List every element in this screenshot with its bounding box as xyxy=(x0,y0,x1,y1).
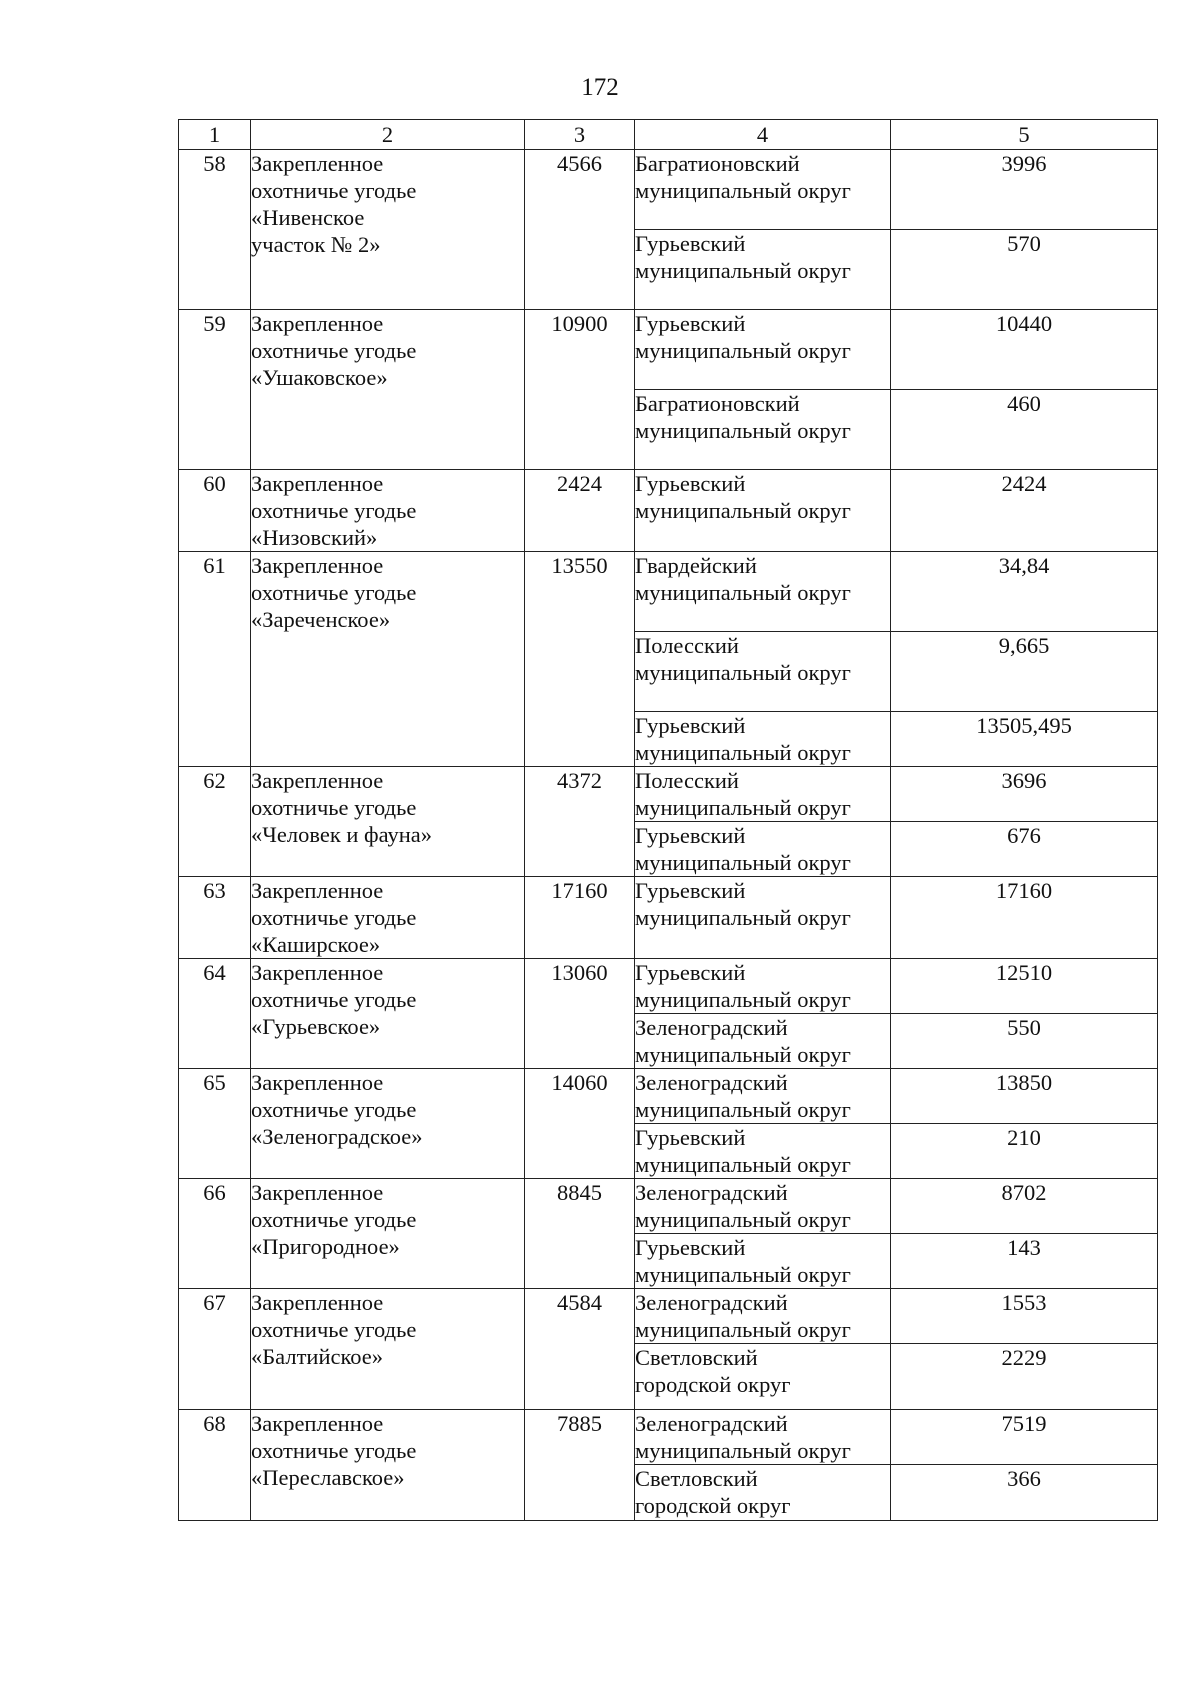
district-line: Гурьевский xyxy=(635,960,746,985)
district-line: городской округ xyxy=(635,1493,791,1518)
district-name xyxy=(635,1179,891,1234)
district-name xyxy=(635,1344,891,1410)
district-line: муниципальный округ xyxy=(635,1152,851,1177)
row-number: 64 xyxy=(179,959,251,1069)
name-line: Закрепленное xyxy=(251,151,384,176)
row-number: 62 xyxy=(179,767,251,877)
hunting-ground-name xyxy=(251,1179,525,1289)
district-name xyxy=(635,390,891,470)
name-line: Закрепленное xyxy=(251,471,384,496)
name-line: «Нивенское xyxy=(251,205,365,230)
district-line: Зеленоградский xyxy=(635,1070,788,1095)
row-number: 66 xyxy=(179,1179,251,1289)
name-line: Закрепленное xyxy=(251,311,384,336)
table-row xyxy=(179,1410,1158,1465)
name-line: охотничье угодье xyxy=(251,1317,417,1342)
district-line: городской округ xyxy=(635,1372,791,1397)
district-name xyxy=(635,632,891,712)
district-area: 676 xyxy=(891,822,1158,877)
district-line: Багратионовский xyxy=(635,391,800,416)
hunting-ground-name xyxy=(251,310,525,470)
district-line: Гурьевский xyxy=(635,878,746,903)
name-line: Закрепленное xyxy=(251,768,384,793)
district-name xyxy=(635,1234,891,1289)
name-line: охотничье угодье xyxy=(251,580,417,605)
row-number: 65 xyxy=(179,1069,251,1179)
district-name xyxy=(635,310,891,390)
district-area: 1553 xyxy=(891,1289,1158,1344)
district-line: муниципальный округ xyxy=(635,1262,851,1287)
table-row xyxy=(179,310,1158,390)
district-name xyxy=(635,1465,891,1521)
total-area: 13550 xyxy=(525,552,635,767)
district-name xyxy=(635,470,891,552)
district-line: Зеленоградский xyxy=(635,1411,788,1436)
hunting-ground-name xyxy=(251,470,525,552)
district-area: 17160 xyxy=(891,877,1158,959)
district-line: Гурьевский xyxy=(635,823,746,848)
district-line: Светловский xyxy=(635,1345,758,1370)
district-area: 9,665 xyxy=(891,632,1158,712)
district-line: Зеленоградский xyxy=(635,1015,788,1040)
hunting-ground-name xyxy=(251,1069,525,1179)
name-line: участок № 2» xyxy=(251,232,381,257)
district-name xyxy=(635,877,891,959)
hunting-ground-name xyxy=(251,767,525,877)
name-line: охотничье угодье xyxy=(251,498,417,523)
district-area: 210 xyxy=(891,1124,1158,1179)
district-line: муниципальный округ xyxy=(635,1042,851,1067)
district-line: Гурьевский xyxy=(635,1235,746,1260)
column-header: 2 xyxy=(251,120,525,150)
district-name xyxy=(635,1289,891,1344)
district-area: 143 xyxy=(891,1234,1158,1289)
district-line: Зеленоградский xyxy=(635,1290,788,1315)
name-line: Закрепленное xyxy=(251,960,384,985)
name-line: охотничье угодье xyxy=(251,1097,417,1122)
district-line: Гурьевский xyxy=(635,1125,746,1150)
district-line: Гурьевский xyxy=(635,231,746,256)
name-line: охотничье угодье xyxy=(251,1438,417,1463)
name-line: охотничье угодье xyxy=(251,338,417,363)
district-line: муниципальный округ xyxy=(635,740,851,765)
district-area: 460 xyxy=(891,390,1158,470)
district-line: муниципальный округ xyxy=(635,850,851,875)
district-name xyxy=(635,712,891,767)
name-line: охотничье угодье xyxy=(251,905,417,930)
name-line: «Гурьевское» xyxy=(251,1014,381,1039)
row-number: 58 xyxy=(179,150,251,310)
district-area: 550 xyxy=(891,1014,1158,1069)
name-line: Закрепленное xyxy=(251,553,384,578)
district-line: муниципальный округ xyxy=(635,660,851,685)
district-name xyxy=(635,1410,891,1465)
row-number: 67 xyxy=(179,1289,251,1410)
row-number: 61 xyxy=(179,552,251,767)
district-line: Полесский xyxy=(635,768,739,793)
row-number: 68 xyxy=(179,1410,251,1521)
district-area: 12510 xyxy=(891,959,1158,1014)
name-line: Закрепленное xyxy=(251,878,384,903)
table-row xyxy=(179,1289,1158,1344)
district-area: 366 xyxy=(891,1465,1158,1521)
district-line: муниципальный округ xyxy=(635,1207,851,1232)
table-row xyxy=(179,877,1158,959)
total-area: 10900 xyxy=(525,310,635,470)
column-header: 4 xyxy=(635,120,891,150)
table-body xyxy=(179,150,1158,1521)
table-row xyxy=(179,150,1158,230)
district-line: муниципальный округ xyxy=(635,1317,851,1342)
name-line: «Ушаковское» xyxy=(251,365,388,390)
hunting-ground-name xyxy=(251,959,525,1069)
district-area: 13505,495 xyxy=(891,712,1158,767)
table-row xyxy=(179,1179,1158,1234)
district-name xyxy=(635,230,891,310)
total-area: 14060 xyxy=(525,1069,635,1179)
district-line: Багратионовский xyxy=(635,151,800,176)
name-line: Закрепленное xyxy=(251,1290,384,1315)
name-line: Закрепленное xyxy=(251,1070,384,1095)
name-line: «Переславское» xyxy=(251,1465,405,1490)
total-area: 4584 xyxy=(525,1289,635,1410)
table-row xyxy=(179,470,1158,552)
district-area: 34,84 xyxy=(891,552,1158,632)
name-line: «Низовский» xyxy=(251,525,378,550)
district-area: 2229 xyxy=(891,1344,1158,1410)
total-area: 13060 xyxy=(525,959,635,1069)
district-area: 570 xyxy=(891,230,1158,310)
district-line: Гурьевский xyxy=(635,311,746,336)
district-name xyxy=(635,1014,891,1069)
district-name xyxy=(635,822,891,877)
district-name xyxy=(635,959,891,1014)
name-line: «Балтийское» xyxy=(251,1344,384,1369)
hunting-ground-name xyxy=(251,877,525,959)
district-line: муниципальный округ xyxy=(635,498,851,523)
total-area: 7885 xyxy=(525,1410,635,1521)
district-line: муниципальный округ xyxy=(635,795,851,820)
district-area: 3996 xyxy=(891,150,1158,230)
column-header: 3 xyxy=(525,120,635,150)
table-header-row xyxy=(179,120,1158,150)
table-row xyxy=(179,1069,1158,1124)
name-line: «Человек и фауна» xyxy=(251,822,432,847)
name-line: охотничье угодье xyxy=(251,795,417,820)
row-number: 63 xyxy=(179,877,251,959)
column-header: 1 xyxy=(179,120,251,150)
name-line: охотничье угодье xyxy=(251,987,417,1012)
district-line: муниципальный округ xyxy=(635,1097,851,1122)
page-number: 172 xyxy=(581,74,619,101)
district-line: муниципальный округ xyxy=(635,178,851,203)
district-line: Гурьевский xyxy=(635,713,746,738)
district-line: Светловский xyxy=(635,1466,758,1491)
hunting-ground-name xyxy=(251,1289,525,1410)
table-row xyxy=(179,959,1158,1014)
hunting-ground-name xyxy=(251,150,525,310)
total-area: 4566 xyxy=(525,150,635,310)
hunting-ground-name xyxy=(251,552,525,767)
district-area: 13850 xyxy=(891,1069,1158,1124)
district-name xyxy=(635,150,891,230)
district-name xyxy=(635,1069,891,1124)
hunting-ground-name xyxy=(251,1410,525,1521)
total-area: 2424 xyxy=(525,470,635,552)
hunting-grounds-table xyxy=(178,119,1158,1521)
column-header: 5 xyxy=(891,120,1158,150)
district-line: муниципальный округ xyxy=(635,1438,851,1463)
district-line: Полесский xyxy=(635,633,739,658)
total-area: 17160 xyxy=(525,877,635,959)
district-area: 7519 xyxy=(891,1410,1158,1465)
district-line: Зеленоградский xyxy=(635,1180,788,1205)
name-line: «Зареченское» xyxy=(251,607,391,632)
district-name xyxy=(635,1124,891,1179)
district-line: муниципальный округ xyxy=(635,987,851,1012)
row-number: 59 xyxy=(179,310,251,470)
name-line: охотничье угодье xyxy=(251,178,417,203)
district-line: Гвардейский xyxy=(635,553,757,578)
row-number: 60 xyxy=(179,470,251,552)
total-area: 4372 xyxy=(525,767,635,877)
district-area: 8702 xyxy=(891,1179,1158,1234)
district-line: муниципальный округ xyxy=(635,905,851,930)
district-area: 10440 xyxy=(891,310,1158,390)
name-line: охотничье угодье xyxy=(251,1207,417,1232)
name-line: «Пригородное» xyxy=(251,1234,400,1259)
district-name xyxy=(635,552,891,632)
district-name xyxy=(635,767,891,822)
table-row xyxy=(179,767,1158,822)
district-line: муниципальный округ xyxy=(635,258,851,283)
district-area: 2424 xyxy=(891,470,1158,552)
name-line: Закрепленное xyxy=(251,1180,384,1205)
name-line: «Каширское» xyxy=(251,932,381,957)
district-line: муниципальный округ xyxy=(635,418,851,443)
name-line: Закрепленное xyxy=(251,1411,384,1436)
district-line: муниципальный округ xyxy=(635,580,851,605)
district-line: Гурьевский xyxy=(635,471,746,496)
table-row xyxy=(179,552,1158,632)
name-line: «Зеленоградское» xyxy=(251,1124,423,1149)
district-area: 3696 xyxy=(891,767,1158,822)
district-line: муниципальный округ xyxy=(635,338,851,363)
total-area: 8845 xyxy=(525,1179,635,1289)
